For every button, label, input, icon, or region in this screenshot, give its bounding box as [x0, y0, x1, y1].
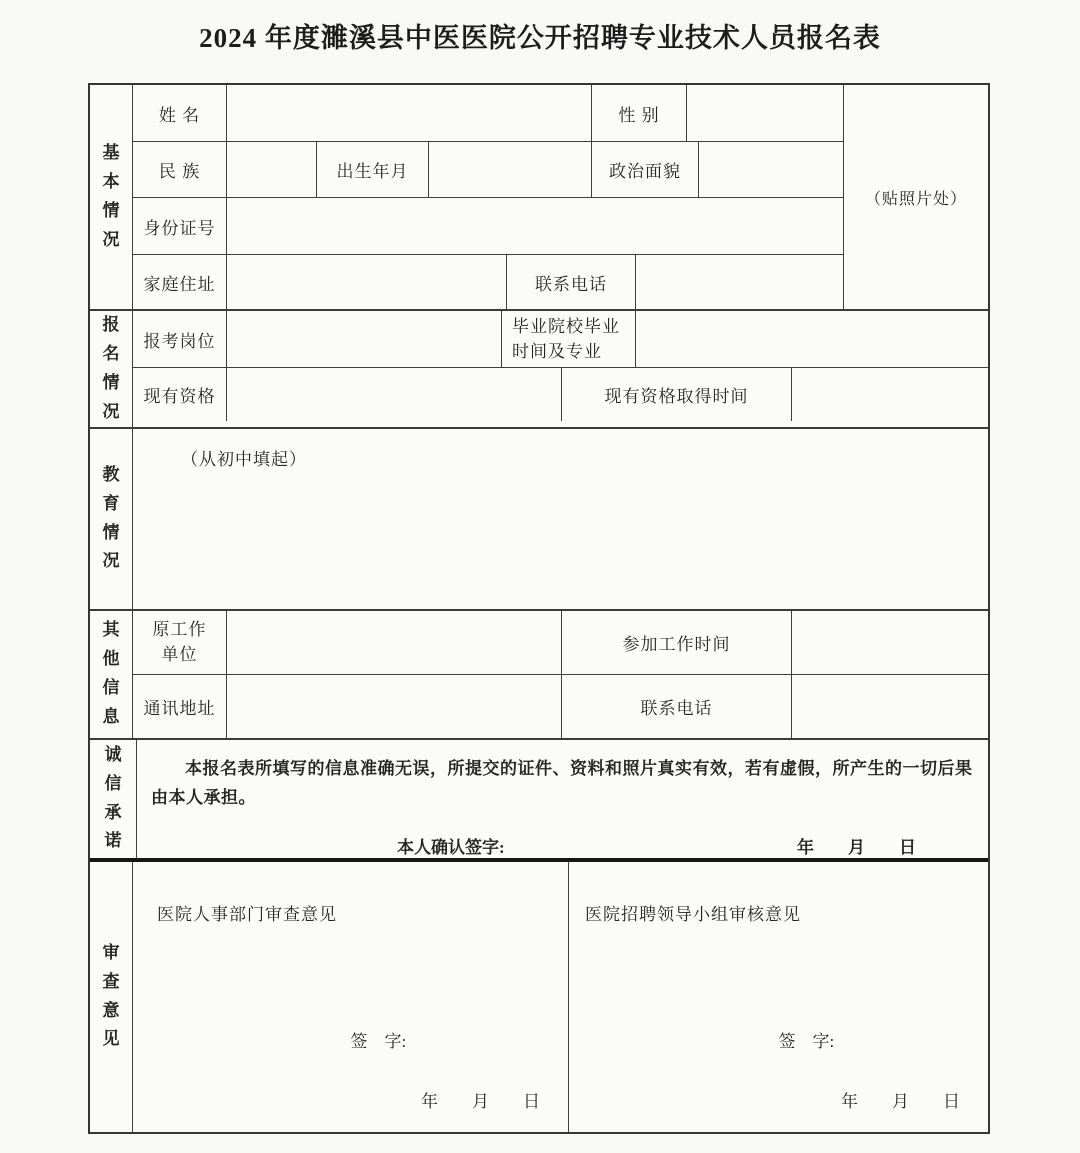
section-other-info — [90, 609, 988, 738]
leader-review-date-label: 年 月 日 — [841, 1091, 960, 1111]
political-status-input[interactable] — [698, 142, 843, 197]
integrity-sign-row — [151, 833, 974, 858]
section-application-label-cell — [90, 311, 133, 427]
section-review — [90, 858, 988, 1132]
education-input[interactable] — [133, 429, 988, 609]
section-review-label-cell — [90, 862, 133, 1132]
position-input[interactable] — [226, 311, 501, 367]
row-name-gender — [133, 85, 843, 141]
section-education-label: 教育情况 — [102, 464, 120, 571]
review-columns — [133, 862, 988, 1132]
section-other-label: 其他信息 — [102, 620, 120, 726]
section-integrity-content — [137, 740, 988, 858]
row-education — [133, 429, 988, 609]
birth-date-input[interactable] — [428, 142, 591, 197]
section-other-label-cell — [90, 611, 133, 738]
prev-employer-label-line1: 原工作 — [152, 619, 207, 639]
graduation-label-line2: 时间及专业 — [512, 342, 602, 361]
mailing-address-input[interactable] — [226, 675, 561, 738]
section-review-label: 审查意见 — [102, 942, 120, 1049]
birth-date-label: 出生年月 — [316, 142, 428, 197]
section-application-label: 报名情况 — [102, 315, 120, 421]
name-label: 姓 名 — [158, 105, 201, 125]
confirm-date-label: 年 月 日 — [797, 838, 916, 858]
hr-review-sign-label: 签 字: — [350, 1031, 407, 1051]
section-application-info — [90, 309, 988, 427]
hr-review-title: 医院人事部门审查意见 — [157, 904, 337, 924]
row-mailing-phone — [133, 674, 988, 738]
education-hint: （从初中填起） — [181, 449, 307, 469]
position-label: 报考岗位 — [143, 331, 216, 351]
work-start-input[interactable] — [791, 611, 988, 674]
section-review-content — [133, 862, 988, 1132]
section-integrity — [90, 738, 988, 858]
row-address-phone — [133, 254, 843, 309]
home-address-input[interactable] — [226, 255, 506, 309]
hr-review-date-label: 年 月 日 — [421, 1091, 540, 1111]
prev-employer-input[interactable] — [226, 611, 561, 674]
section-basic-label: 基本情况 — [102, 143, 120, 249]
prev-employer-label-line2: 单位 — [161, 645, 198, 665]
leader-review-sign-label: 签 字: — [778, 1031, 835, 1051]
section-basic-content — [133, 85, 988, 309]
section-basic-info — [90, 85, 988, 309]
qualification-input[interactable] — [226, 368, 561, 421]
graduation-label — [501, 311, 635, 367]
photo-note: （贴照片处） — [864, 190, 967, 208]
id-number-cells — [226, 198, 843, 254]
ethnicity-label: 民 族 — [158, 162, 201, 181]
section-other-content — [133, 611, 988, 738]
section-education — [90, 427, 988, 609]
home-address-label: 家庭住址 — [143, 274, 216, 294]
contact-phone-input[interactable] — [635, 255, 843, 309]
form-title: 2024 年度濉溪县中医医院公开招聘专业技术人员报名表 — [199, 23, 881, 53]
political-status-label: 政治面貌 — [591, 142, 698, 197]
row-position-graduation — [133, 311, 988, 367]
confirm-signature-label[interactable]: 本人确认签字: — [397, 838, 505, 858]
other-phone-label: 联系电话 — [561, 675, 791, 738]
other-phone-input[interactable] — [791, 675, 988, 738]
work-start-label: 参加工作时间 — [561, 611, 791, 674]
integrity-statement: 本报名表所填写的信息准确无误，所提交的证件、资料和照片真实有效，若有虚假，所产生的一切后果由本人承担。 — [151, 758, 973, 808]
mailing-address-label: 通讯地址 — [143, 698, 216, 718]
section-integrity-label: 诚信承诺 — [104, 744, 122, 851]
section-basic-label-cell — [90, 85, 133, 309]
contact-phone-label: 联系电话 — [506, 255, 635, 309]
qualification-time-label: 现有资格取得时间 — [561, 368, 791, 421]
gender-input[interactable] — [686, 85, 843, 141]
row-qualification — [133, 367, 988, 421]
row-ethnicity-birth-political — [133, 141, 843, 197]
qualification-time-input[interactable] — [791, 368, 988, 421]
photo-area[interactable] — [843, 85, 988, 309]
section-education-label-cell — [90, 429, 133, 609]
ethnicity-input[interactable] — [226, 142, 316, 197]
section-application-content — [133, 311, 988, 427]
leader-review-title: 医院招聘领导小组审核意见 — [585, 904, 801, 924]
qualification-label: 现有资格 — [143, 387, 216, 406]
leader-review-cell[interactable] — [568, 862, 988, 1132]
name-input[interactable] — [226, 85, 591, 141]
graduation-label-line1: 毕业院校毕业 — [512, 316, 620, 336]
row-prev-employer — [133, 611, 988, 674]
gender-label: 性 别 — [591, 85, 686, 141]
graduation-input[interactable] — [635, 311, 988, 367]
hr-review-cell[interactable] — [133, 862, 568, 1132]
application-form-table — [88, 83, 990, 1134]
basic-grid — [133, 85, 988, 309]
prev-employer-label — [133, 611, 226, 674]
section-education-content — [133, 429, 988, 609]
row-id-number — [133, 197, 843, 254]
section-integrity-label-cell — [90, 740, 137, 858]
id-number-label: 身份证号 — [143, 218, 216, 238]
